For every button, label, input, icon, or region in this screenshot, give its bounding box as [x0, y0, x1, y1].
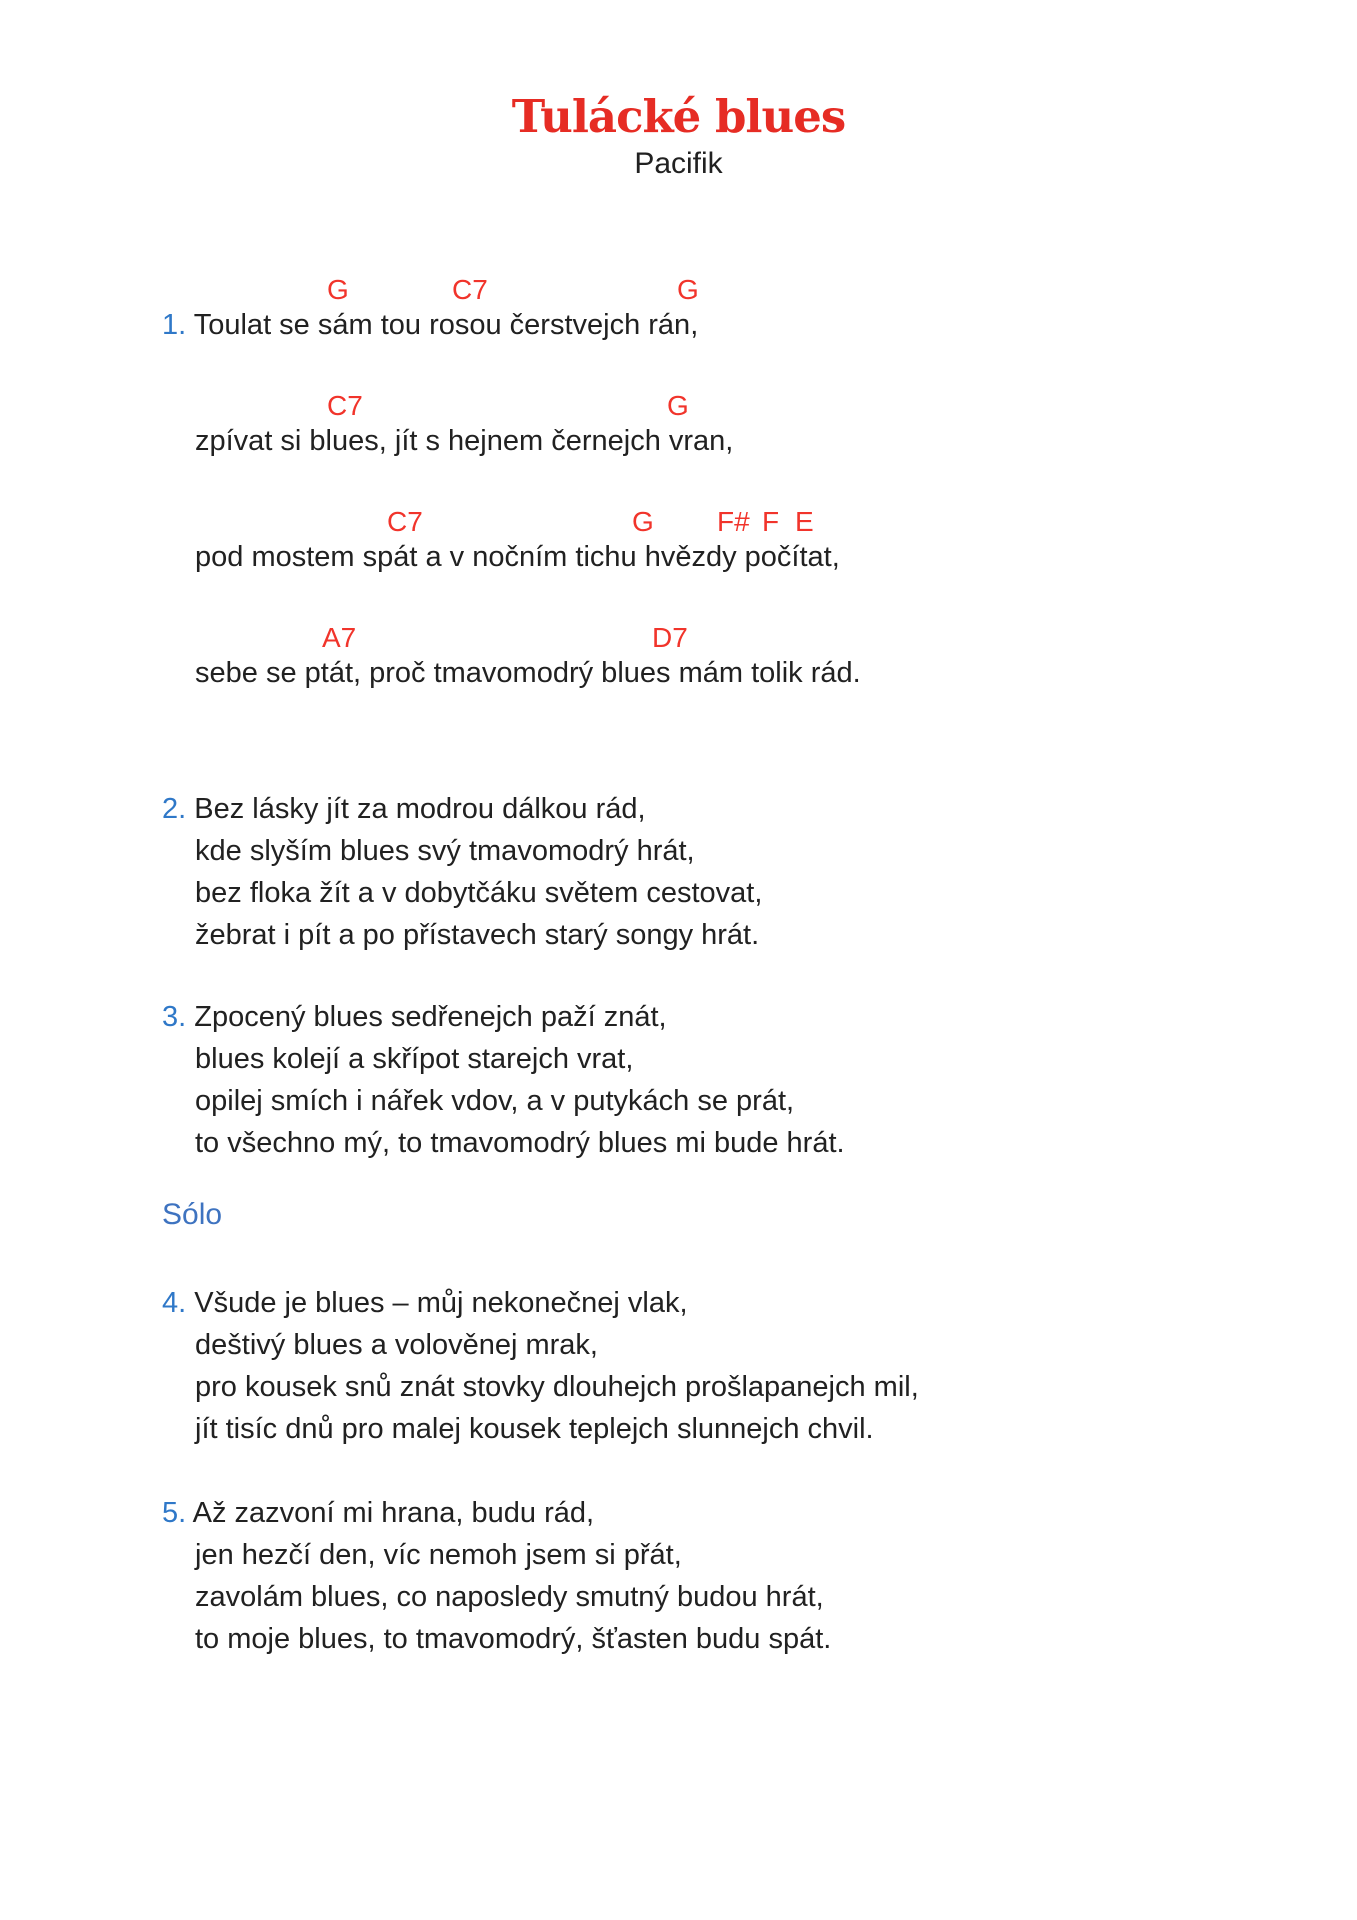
page-title: Tulácké blues — [511, 90, 846, 143]
lyric-line — [162, 788, 1357, 830]
lyric-line: pod mostem spát a v nočním tichu hvězdy počítat, — [195, 541, 840, 573]
chord-label: C7 — [452, 274, 488, 305]
lyric-line: deštivý blues a volověnej mrak, — [195, 1329, 598, 1361]
chord-label: G — [632, 506, 654, 537]
chord-label: G — [667, 390, 689, 421]
song-header — [0, 0, 1357, 184]
lyric-line: blues kolejí a skřípot starejch vrat, — [195, 1043, 634, 1075]
lyric-line — [162, 1282, 1357, 1324]
lyric-text: Všude je blues – můj nekonečnej vlak, — [194, 1287, 688, 1319]
verse-4 — [162, 1282, 1357, 1450]
lyric-line: bez floka žít a v dobytčáku světem cestovat, — [195, 877, 763, 909]
verse-3 — [162, 996, 1357, 1164]
chord-line — [162, 506, 1357, 538]
verse-5 — [162, 1492, 1357, 1660]
chord-lyric-pair — [162, 274, 1357, 344]
lyric-line: jít tisíc dnů pro malej kousek teplejch slunnejch chvil. — [195, 1413, 874, 1445]
lyric-text: Bez lásky jít za modrou dálkou rád, — [194, 793, 646, 825]
lyric-line — [162, 996, 1357, 1038]
chord-label: D7 — [652, 622, 688, 653]
lyric-line: to všechno mý, to tmavomodrý blues mi bude hrát. — [195, 1127, 845, 1159]
verse-number: 5. — [162, 1497, 187, 1529]
chord-label: C7 — [327, 390, 363, 421]
lyric-line: zavolám blues, co naposledy smutný budou hrát, — [195, 1581, 824, 1613]
chord-lyric-pair — [162, 506, 1357, 576]
lyric-line — [162, 306, 1357, 344]
lyric-line: zpívat si blues, jít s hejnem černejch vran, — [195, 425, 734, 457]
chord-label: F# — [717, 506, 750, 537]
verse-number: 4. — [162, 1287, 187, 1319]
chord-label: C7 — [387, 506, 423, 537]
artist-name: Pacifik — [634, 147, 723, 180]
lyric-line — [162, 1492, 1357, 1534]
lyric-text: Toulat se sám tou rosou čerstvejch rán, — [193, 309, 699, 341]
lyric-line: to moje blues, to tmavomodrý, šťasten budu spát. — [195, 1623, 832, 1655]
chord-lyric-pair — [162, 390, 1357, 460]
chord-label: G — [327, 274, 349, 305]
verse-2 — [162, 788, 1357, 956]
verse-number: 1. — [162, 309, 187, 341]
lyric-line: kde slyším blues svý tmavomodrý hrát, — [195, 835, 695, 867]
lyric-line: žebrat i pít a po přístavech starý songy hrát. — [195, 919, 760, 951]
lyric-line: jen hezčí den, víc nemoh jsem si přát, — [195, 1539, 682, 1571]
verse-number: 3. — [162, 1001, 187, 1033]
chord-label: G — [677, 274, 699, 305]
chord-label: E — [795, 506, 814, 537]
solo-label: Sólo — [162, 1198, 223, 1231]
lyric-text: Zpocený blues sedřenejch paží znát, — [194, 1001, 667, 1033]
lyric-line: sebe se ptát, proč tmavomodrý blues mám tolik rád. — [195, 657, 861, 689]
chord-label: A7 — [322, 622, 357, 653]
chord-label: F — [762, 506, 780, 537]
chord-lyric-pair — [162, 622, 1357, 692]
lyric-line: opilej smích i nářek vdov, a v putykách se prát, — [195, 1085, 795, 1117]
song-content — [162, 274, 1357, 1660]
chord-line — [162, 390, 1357, 422]
lyric-line: pro kousek snů znát stovky dlouhejch prošlapanejch mil, — [195, 1371, 919, 1403]
chord-line — [162, 622, 1357, 654]
lyric-text: Až zazvoní mi hrana, budu rád, — [192, 1497, 595, 1529]
verse-1 — [162, 274, 1357, 692]
chord-line — [162, 274, 1357, 306]
verse-number: 2. — [162, 793, 187, 825]
